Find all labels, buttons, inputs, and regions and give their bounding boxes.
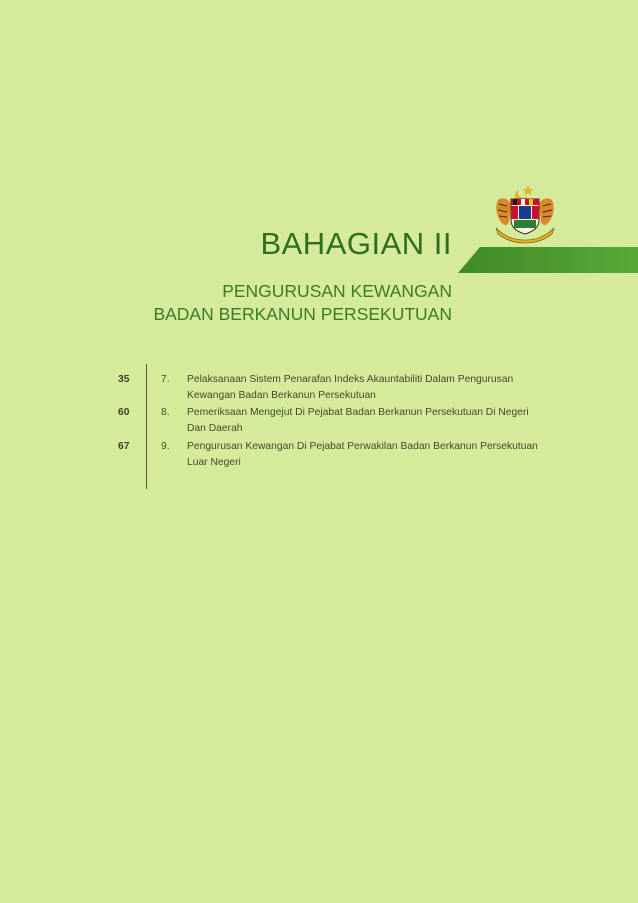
toc-item-title-line2: Luar Negeri xyxy=(187,457,241,468)
toc-item-title-line2: Dan Daerah xyxy=(187,423,243,434)
part-subtitle-line1: PENGURUSAN KEWANGAN xyxy=(222,281,452,301)
toc-item-number: 7. xyxy=(161,374,170,385)
toc-item-number: 8. xyxy=(161,407,170,418)
toc-divider xyxy=(146,364,147,489)
toc-item-title xyxy=(187,372,547,404)
toc-item-title-line2: Kewangan Badan Berkanun Persekutuan xyxy=(187,390,376,401)
part-title: BAHAGIAN II xyxy=(260,226,452,261)
part-subtitle-line2: BADAN BERKANUN PERSEKUTUAN xyxy=(153,304,452,324)
toc-item-title-line1: Pelaksanaan Sistem Penarafan Indeks Akauntabiliti Dalam Pengurusan xyxy=(187,374,514,385)
toc-page-number: 35 xyxy=(118,374,130,385)
header-band xyxy=(458,247,638,273)
toc-item-title-line1: Pemeriksaan Mengejut Di Pejabat Badan Berkanun Persekutuan Di Negeri xyxy=(187,407,529,418)
toc-item-title-line1: Pengurusan Kewangan Di Pejabat Perwakilan Badan Berkanun Persekutuan xyxy=(187,441,538,452)
toc-page-number: 67 xyxy=(118,441,130,452)
toc-item-title xyxy=(187,405,547,437)
coat-of-arms-icon xyxy=(492,182,558,244)
toc-item-title xyxy=(187,439,547,471)
toc-page-number: 60 xyxy=(118,407,130,418)
toc-item-number: 9. xyxy=(161,441,170,452)
